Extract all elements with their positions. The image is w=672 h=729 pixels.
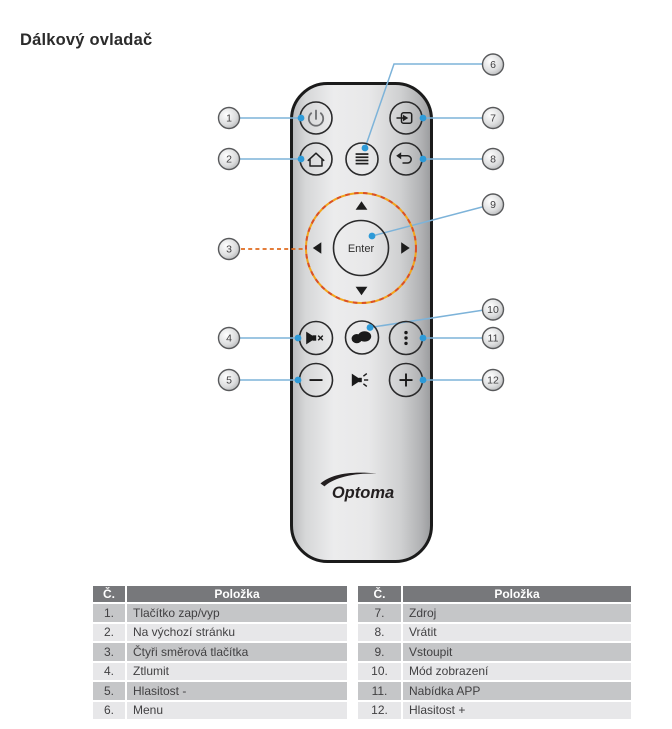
svg-text:5: 5 <box>226 374 232 387</box>
item-label-cell: Na výchozí stránku <box>133 625 236 640</box>
svg-text:9: 9 <box>490 199 496 212</box>
svg-text:1: 1 <box>226 112 232 125</box>
table-row <box>358 682 631 700</box>
callout-6 <box>483 54 504 75</box>
col-header-number: Č. <box>93 586 127 602</box>
callout-5 <box>219 370 240 391</box>
item-label-cell: Vrátit <box>409 625 437 640</box>
callout-7 <box>483 108 504 129</box>
item-number-cell: 1. <box>93 604 127 622</box>
items-table-right <box>358 586 631 719</box>
table-row <box>358 643 631 661</box>
item-label-cell: Nabídka APP <box>409 683 481 698</box>
svg-text:2: 2 <box>226 153 232 166</box>
table-row <box>93 663 347 681</box>
item-number-cell: 11. <box>358 682 403 700</box>
item-label-cell: Ztlumit <box>133 664 169 679</box>
svg-text:10: 10 <box>487 304 499 317</box>
callout-2 <box>219 149 240 170</box>
item-number-cell: 4. <box>93 663 127 681</box>
table-row <box>358 663 631 681</box>
callout-9 <box>483 194 504 215</box>
table-row <box>358 624 631 642</box>
app-menu-icon <box>404 331 407 345</box>
item-number-cell: 8. <box>358 624 403 642</box>
table-row <box>93 702 347 720</box>
item-number-cell: 6. <box>93 702 127 720</box>
svg-text:12: 12 <box>487 374 499 387</box>
svg-text:8: 8 <box>490 153 496 166</box>
callout-12 <box>483 370 504 391</box>
item-label-cell: Vstoupit <box>409 644 453 659</box>
table-row <box>358 702 631 720</box>
svg-text:7: 7 <box>490 112 496 125</box>
svg-text:Optoma: Optoma <box>331 484 395 502</box>
svg-text:4: 4 <box>226 332 232 345</box>
item-label-cell: Hlasitost + <box>409 703 466 718</box>
item-label-cell: Tlačítko zap/vyp <box>133 605 220 620</box>
callout-11 <box>483 328 504 349</box>
table-row <box>93 643 347 661</box>
callout-4 <box>219 328 240 349</box>
svg-text:6: 6 <box>490 59 496 72</box>
callout-8 <box>483 149 504 170</box>
item-label-cell: Zdroj <box>409 605 437 620</box>
table-header-row <box>358 586 631 602</box>
svg-text:11: 11 <box>487 332 499 345</box>
callout-3 <box>219 239 240 260</box>
item-label-cell: Mód zobrazení <box>409 664 489 679</box>
legend-tables <box>93 586 631 719</box>
item-number-cell: 5. <box>93 682 127 700</box>
item-number-cell: 10. <box>358 663 403 681</box>
table-row <box>93 682 347 700</box>
table-row <box>93 624 347 642</box>
callout-10 <box>483 299 504 320</box>
col-header-number: Č. <box>358 586 403 602</box>
item-label-cell: Menu <box>133 703 164 718</box>
table-row <box>358 604 631 622</box>
items-table-left <box>93 586 347 719</box>
col-header-item: Položka <box>214 587 260 601</box>
item-number-cell: 3. <box>93 643 127 661</box>
item-number-cell: 9. <box>358 643 403 661</box>
table-header-row <box>93 586 347 602</box>
item-number-cell: 7. <box>358 604 403 622</box>
item-label-cell: Hlasitost - <box>133 683 187 698</box>
volume-minus-icon <box>310 379 323 381</box>
svg-text:3: 3 <box>226 243 232 256</box>
item-number-cell: 12. <box>358 702 403 720</box>
col-header-item: Položka <box>494 587 540 601</box>
table-row <box>93 604 347 622</box>
enter-label: Enter <box>347 243 375 255</box>
callout-1 <box>219 108 240 129</box>
item-number-cell: 2. <box>93 624 127 642</box>
item-label-cell: Čtyři směrová tlačítka <box>133 644 249 659</box>
page-title: Dálkový ovladač <box>20 31 153 49</box>
